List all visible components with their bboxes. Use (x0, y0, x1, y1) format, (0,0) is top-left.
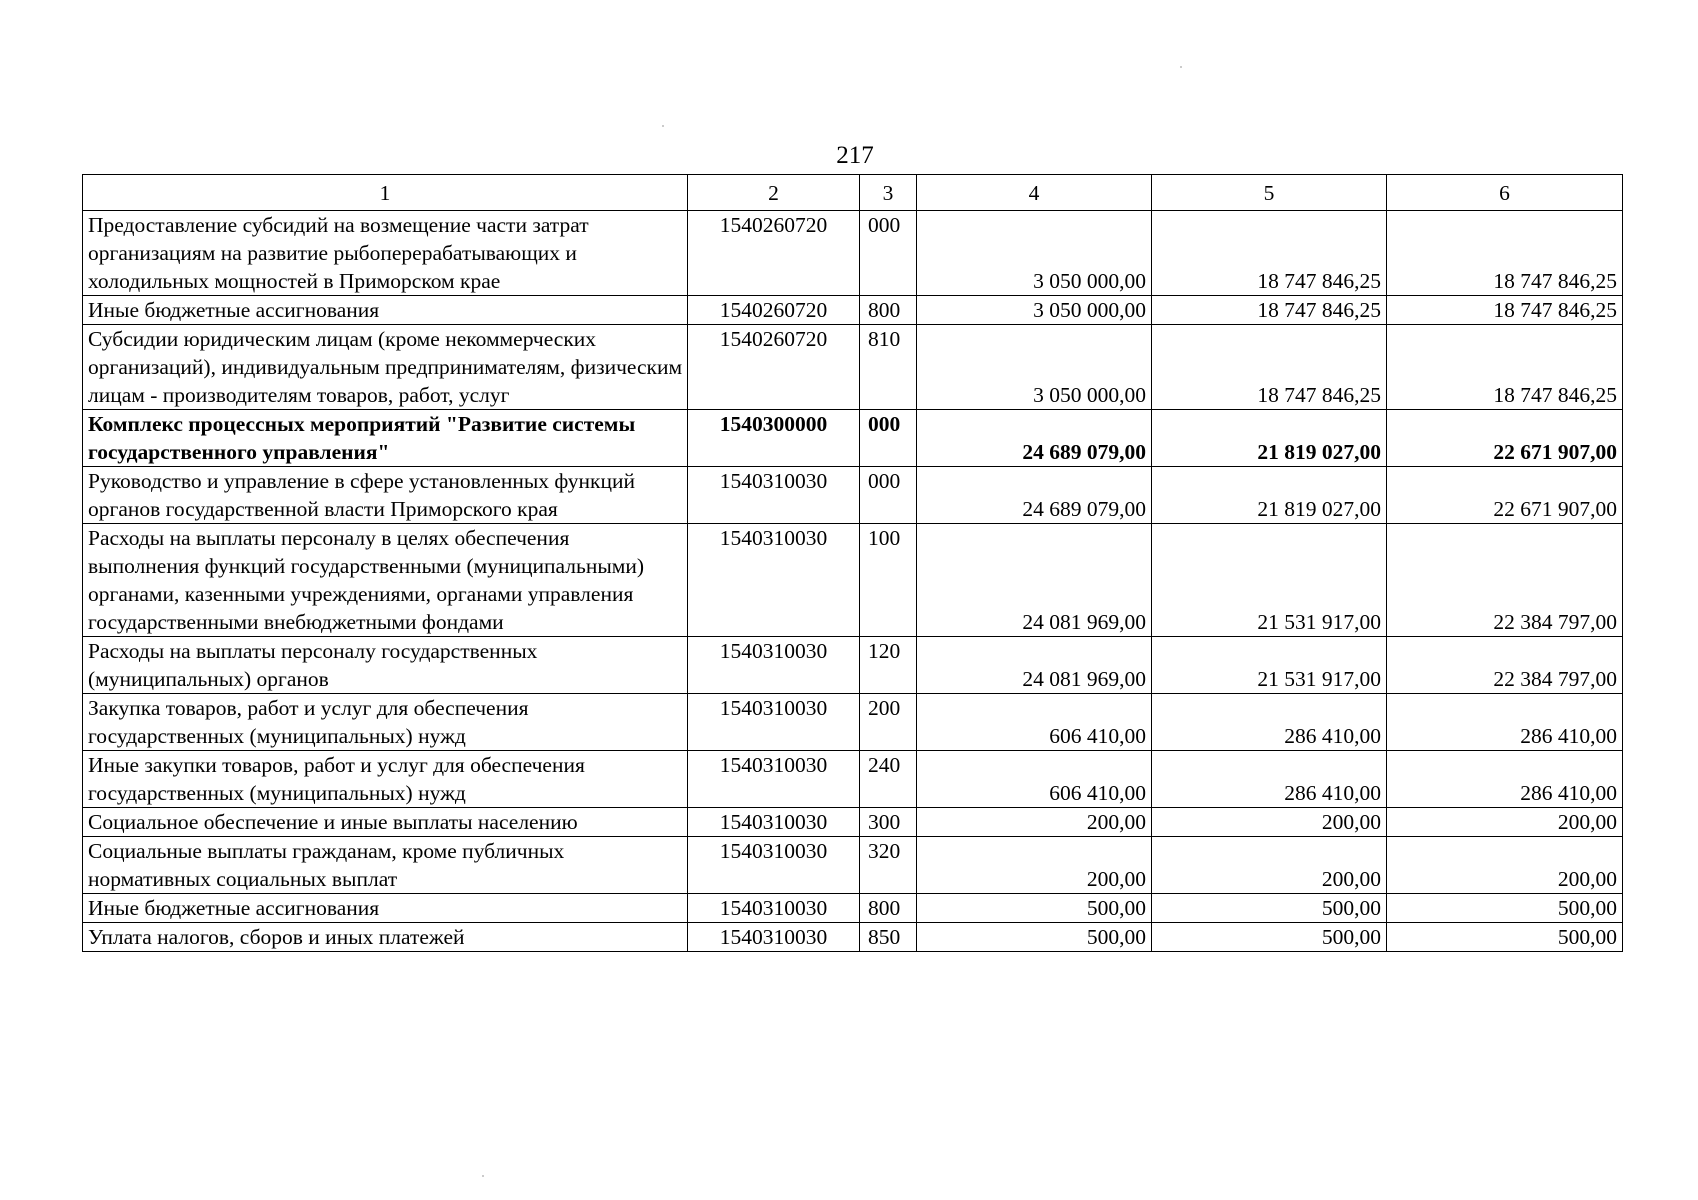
row-target-code: 1540310030 (688, 751, 860, 808)
row-amount-2: 286 410,00 (1152, 694, 1387, 751)
row-amount-2: 21 819 027,00 (1152, 467, 1387, 524)
row-expense-type: 200 (860, 694, 917, 751)
table-row (83, 751, 1623, 808)
row-target-code: 1540310030 (688, 637, 860, 694)
row-amount-1: 500,00 (917, 923, 1152, 952)
row-target-code: 1540260720 (688, 325, 860, 410)
table-body (83, 211, 1623, 952)
row-target-code: 1540310030 (688, 524, 860, 637)
column-header-amount-2: 5 (1152, 175, 1387, 211)
scan-speck (662, 125, 664, 127)
row-amount-1: 3 050 000,00 (917, 211, 1152, 296)
table-row (83, 808, 1623, 837)
table-row (83, 524, 1623, 637)
table-row (83, 467, 1623, 524)
table-header-row (83, 175, 1623, 211)
row-expense-type: 850 (860, 923, 917, 952)
row-amount-1: 500,00 (917, 894, 1152, 923)
row-expense-type: 000 (860, 211, 917, 296)
row-target-code: 1540310030 (688, 923, 860, 952)
row-amount-3: 22 384 797,00 (1387, 637, 1623, 694)
row-amount-2: 18 747 846,25 (1152, 296, 1387, 325)
row-name: Иные закупки товаров, работ и услуг для обеспечения государственных (муниципальных) нужд (83, 751, 688, 808)
row-amount-2: 200,00 (1152, 808, 1387, 837)
row-target-code: 1540310030 (688, 467, 860, 524)
row-amount-3: 22 384 797,00 (1387, 524, 1623, 637)
page-number: 217 (836, 142, 874, 169)
scan-speck (1180, 66, 1182, 68)
row-amount-2: 21 819 027,00 (1152, 410, 1387, 467)
table-row (83, 837, 1623, 894)
row-amount-1: 24 689 079,00 (917, 467, 1152, 524)
row-amount-1: 24 689 079,00 (917, 410, 1152, 467)
row-name: Закупка товаров, работ и услуг для обеспечения государственных (муниципальных) нужд (83, 694, 688, 751)
row-amount-3: 500,00 (1387, 923, 1623, 952)
table-row (83, 894, 1623, 923)
scan-speck (482, 1175, 484, 1177)
row-target-code: 1540300000 (688, 410, 860, 467)
row-amount-3: 200,00 (1387, 808, 1623, 837)
row-expense-type: 000 (860, 410, 917, 467)
row-amount-2: 18 747 846,25 (1152, 325, 1387, 410)
column-header-expense-type: 3 (860, 175, 917, 211)
column-header-amount-3: 6 (1387, 175, 1623, 211)
row-name: Иные бюджетные ассигнования (83, 296, 688, 325)
row-target-code: 1540310030 (688, 894, 860, 923)
row-expense-type: 000 (860, 467, 917, 524)
row-amount-3: 18 747 846,25 (1387, 211, 1623, 296)
row-amount-2: 500,00 (1152, 894, 1387, 923)
row-amount-2: 286 410,00 (1152, 751, 1387, 808)
table-row (83, 325, 1623, 410)
row-name: Руководство и управление в сфере установленных функций органов государственной власти Приморского края (83, 467, 688, 524)
row-amount-2: 200,00 (1152, 837, 1387, 894)
row-name: Уплата налогов, сборов и иных платежей (83, 923, 688, 952)
row-amount-1: 200,00 (917, 808, 1152, 837)
row-target-code: 1540310030 (688, 837, 860, 894)
row-name: Иные бюджетные ассигнования (83, 894, 688, 923)
table-row (83, 923, 1623, 952)
row-expense-type: 100 (860, 524, 917, 637)
column-header-name: 1 (83, 175, 688, 211)
row-name: Расходы на выплаты персоналу государственных (муниципальных) органов (83, 637, 688, 694)
row-amount-1: 606 410,00 (917, 751, 1152, 808)
row-amount-2: 500,00 (1152, 923, 1387, 952)
row-expense-type: 240 (860, 751, 917, 808)
row-amount-2: 21 531 917,00 (1152, 637, 1387, 694)
row-amount-2: 18 747 846,25 (1152, 211, 1387, 296)
row-amount-3: 22 671 907,00 (1387, 467, 1623, 524)
row-expense-type: 800 (860, 296, 917, 325)
row-amount-1: 3 050 000,00 (917, 325, 1152, 410)
row-expense-type: 300 (860, 808, 917, 837)
row-amount-1: 24 081 969,00 (917, 637, 1152, 694)
row-expense-type: 320 (860, 837, 917, 894)
row-amount-3: 286 410,00 (1387, 694, 1623, 751)
row-amount-3: 18 747 846,25 (1387, 296, 1623, 325)
row-amount-3: 200,00 (1387, 837, 1623, 894)
row-amount-1: 3 050 000,00 (917, 296, 1152, 325)
table-row (83, 296, 1623, 325)
row-name: Социальное обеспечение и иные выплаты населению (83, 808, 688, 837)
row-amount-3: 22 671 907,00 (1387, 410, 1623, 467)
row-name: Предоставление субсидий на возмещение части затрат организациям на развитие рыбоперерабатывающих и холодильных мощностей в Приморском крае (83, 211, 688, 296)
row-target-code: 1540310030 (688, 808, 860, 837)
table-row (83, 410, 1623, 467)
row-expense-type: 810 (860, 325, 917, 410)
row-expense-type: 120 (860, 637, 917, 694)
row-name: Социальные выплаты гражданам, кроме публичных нормативных социальных выплат (83, 837, 688, 894)
row-target-code: 1540260720 (688, 211, 860, 296)
budget-table (82, 174, 1623, 952)
row-amount-1: 606 410,00 (917, 694, 1152, 751)
table-row (83, 694, 1623, 751)
row-amount-1: 200,00 (917, 837, 1152, 894)
column-header-amount-1: 4 (917, 175, 1152, 211)
row-name: Расходы на выплаты персоналу в целях обеспечения выполнения функций государственными (муниципальными) органами, казенными учреждениями, органами управления государственными внебюджетными фондами (83, 524, 688, 637)
row-amount-1: 24 081 969,00 (917, 524, 1152, 637)
row-target-code: 1540260720 (688, 296, 860, 325)
row-name: Субсидии юридическим лицам (кроме некоммерческих организаций), индивидуальным предпринимателям, физическим лицам - производителям товаров, работ, услуг (83, 325, 688, 410)
column-header-code: 2 (688, 175, 860, 211)
table-row (83, 637, 1623, 694)
row-amount-3: 18 747 846,25 (1387, 325, 1623, 410)
row-amount-3: 500,00 (1387, 894, 1623, 923)
row-amount-3: 286 410,00 (1387, 751, 1623, 808)
row-expense-type: 800 (860, 894, 917, 923)
row-name: Комплекс процессных мероприятий "Развитие системы государственного управления" (83, 410, 688, 467)
row-amount-2: 21 531 917,00 (1152, 524, 1387, 637)
table-row (83, 211, 1623, 296)
row-target-code: 1540310030 (688, 694, 860, 751)
